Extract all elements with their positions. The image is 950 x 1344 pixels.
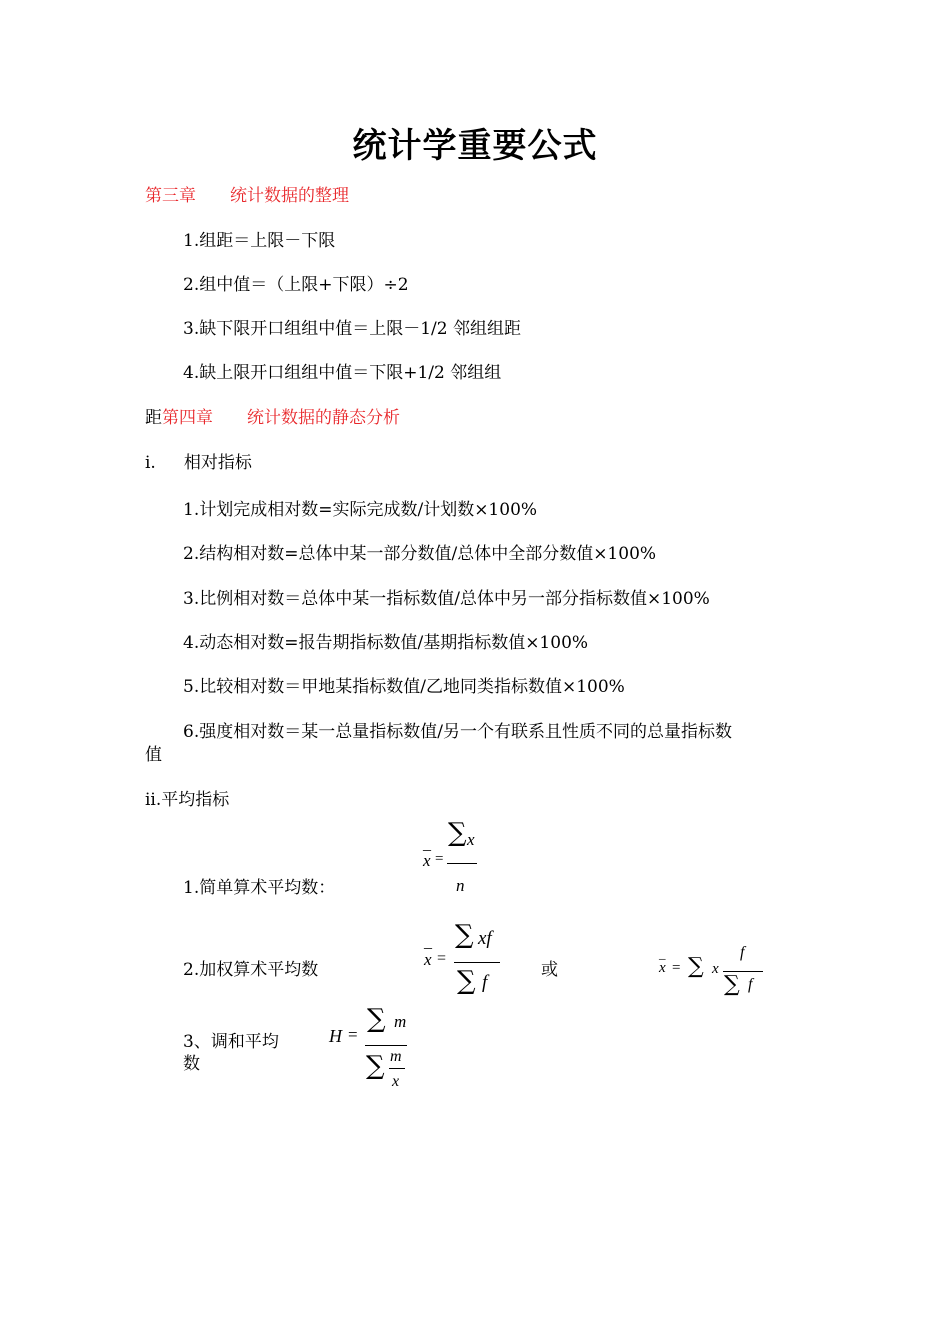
equals-sign: = bbox=[435, 851, 444, 867]
section-average-heading: ii.平均指标 bbox=[145, 790, 230, 810]
equals-sign: = bbox=[672, 960, 681, 976]
numerator-x: x bbox=[467, 830, 475, 849]
list-item: 4.动态相对数=报告期指标数值/基期指标数值×100% bbox=[183, 633, 589, 653]
inner-numerator-m: m bbox=[390, 1048, 402, 1065]
xbar-symbol: x bbox=[424, 950, 432, 969]
fraction-bar bbox=[447, 863, 477, 864]
chapter3-number: 第三章 bbox=[145, 186, 196, 206]
list-item: 3.缺下限开口组组中值＝上限－1/2 邻组组距 bbox=[183, 319, 521, 339]
list-item: 1.组距＝上限－下限 bbox=[183, 231, 336, 251]
list-item: 3.比例相对数＝总体中某一指标数值/总体中另一部分指标数值×100% bbox=[183, 589, 710, 609]
chapter3-subtitle: 统计数据的整理 bbox=[230, 186, 349, 206]
chapter4-prefix: 距 bbox=[145, 408, 162, 428]
fraction-bar bbox=[454, 962, 500, 963]
weighted-mean-label: 2.加权算术平均数 bbox=[183, 960, 319, 980]
harmonic-mean-label-line2: 数 bbox=[183, 1054, 200, 1074]
harmonic-mean-label-line1: 3、调和平均 bbox=[183, 1032, 279, 1052]
equals-sign: = bbox=[348, 1025, 358, 1044]
section-marker: i. bbox=[145, 453, 156, 473]
list-item: 2.组中值＝（上限+下限）÷2 bbox=[183, 275, 409, 295]
inner-denominator-x: x bbox=[392, 1073, 400, 1090]
page-title: 统计学重要公式 bbox=[352, 126, 598, 166]
or-text: 或 bbox=[541, 960, 558, 980]
denominator-f: f bbox=[748, 976, 753, 993]
list-item-continuation: 值 bbox=[145, 745, 162, 765]
chapter3-heading bbox=[145, 185, 349, 207]
bar-mark: _ bbox=[659, 946, 666, 961]
section-relative-heading bbox=[145, 452, 252, 474]
list-item: 1.计划完成相对数=实际完成数/计划数×100% bbox=[183, 500, 538, 520]
simple-mean-label: 1.简单算术平均数： bbox=[183, 878, 336, 898]
sigma-symbol: ∑ bbox=[455, 920, 474, 950]
chapter4-number: 第四章 bbox=[162, 408, 213, 428]
bar-mark: _ bbox=[423, 836, 431, 853]
sigma-symbol: ∑ bbox=[724, 972, 740, 997]
x-factor: x bbox=[712, 961, 719, 977]
chapter4-heading bbox=[145, 407, 400, 429]
sigma-symbol: ∑ bbox=[366, 1051, 385, 1081]
sigma-symbol: ∑ bbox=[688, 954, 704, 979]
list-item: 5.比较相对数＝甲地某指标数值/乙地同类指标数值×100% bbox=[183, 677, 625, 697]
sigma-symbol: ∑ bbox=[448, 818, 467, 848]
list-item: 6.强度相对数＝某一总量指标数值/另一个有联系且性质不同的总量指标数 bbox=[183, 722, 732, 742]
sigma-symbol: ∑ bbox=[457, 966, 476, 996]
sigma-symbol: ∑ bbox=[367, 1004, 386, 1034]
fraction-bar bbox=[365, 1045, 407, 1046]
chapter4-subtitle: 统计数据的静态分析 bbox=[247, 408, 400, 428]
bar-mark: _ bbox=[424, 934, 432, 951]
list-item: 2.结构相对数=总体中某一部分数值/总体中全部分数值×100% bbox=[183, 544, 657, 564]
equals-sign: = bbox=[437, 950, 447, 967]
denominator-n: n bbox=[456, 876, 465, 895]
numerator-m: m bbox=[394, 1012, 407, 1031]
section-label: 相对指标 bbox=[183, 453, 252, 473]
list-item: 4.缺上限开口组组中值＝下限+1/2 邻组组 bbox=[183, 363, 502, 383]
h-symbol: H bbox=[329, 1026, 342, 1046]
numerator-xf: xf bbox=[478, 928, 492, 949]
inner-fraction-bar bbox=[389, 1068, 405, 1069]
numerator-f: f bbox=[740, 944, 745, 961]
xbar-symbol: x bbox=[423, 851, 431, 870]
denominator-f: f bbox=[482, 972, 488, 993]
xbar-symbol: x bbox=[659, 960, 666, 976]
